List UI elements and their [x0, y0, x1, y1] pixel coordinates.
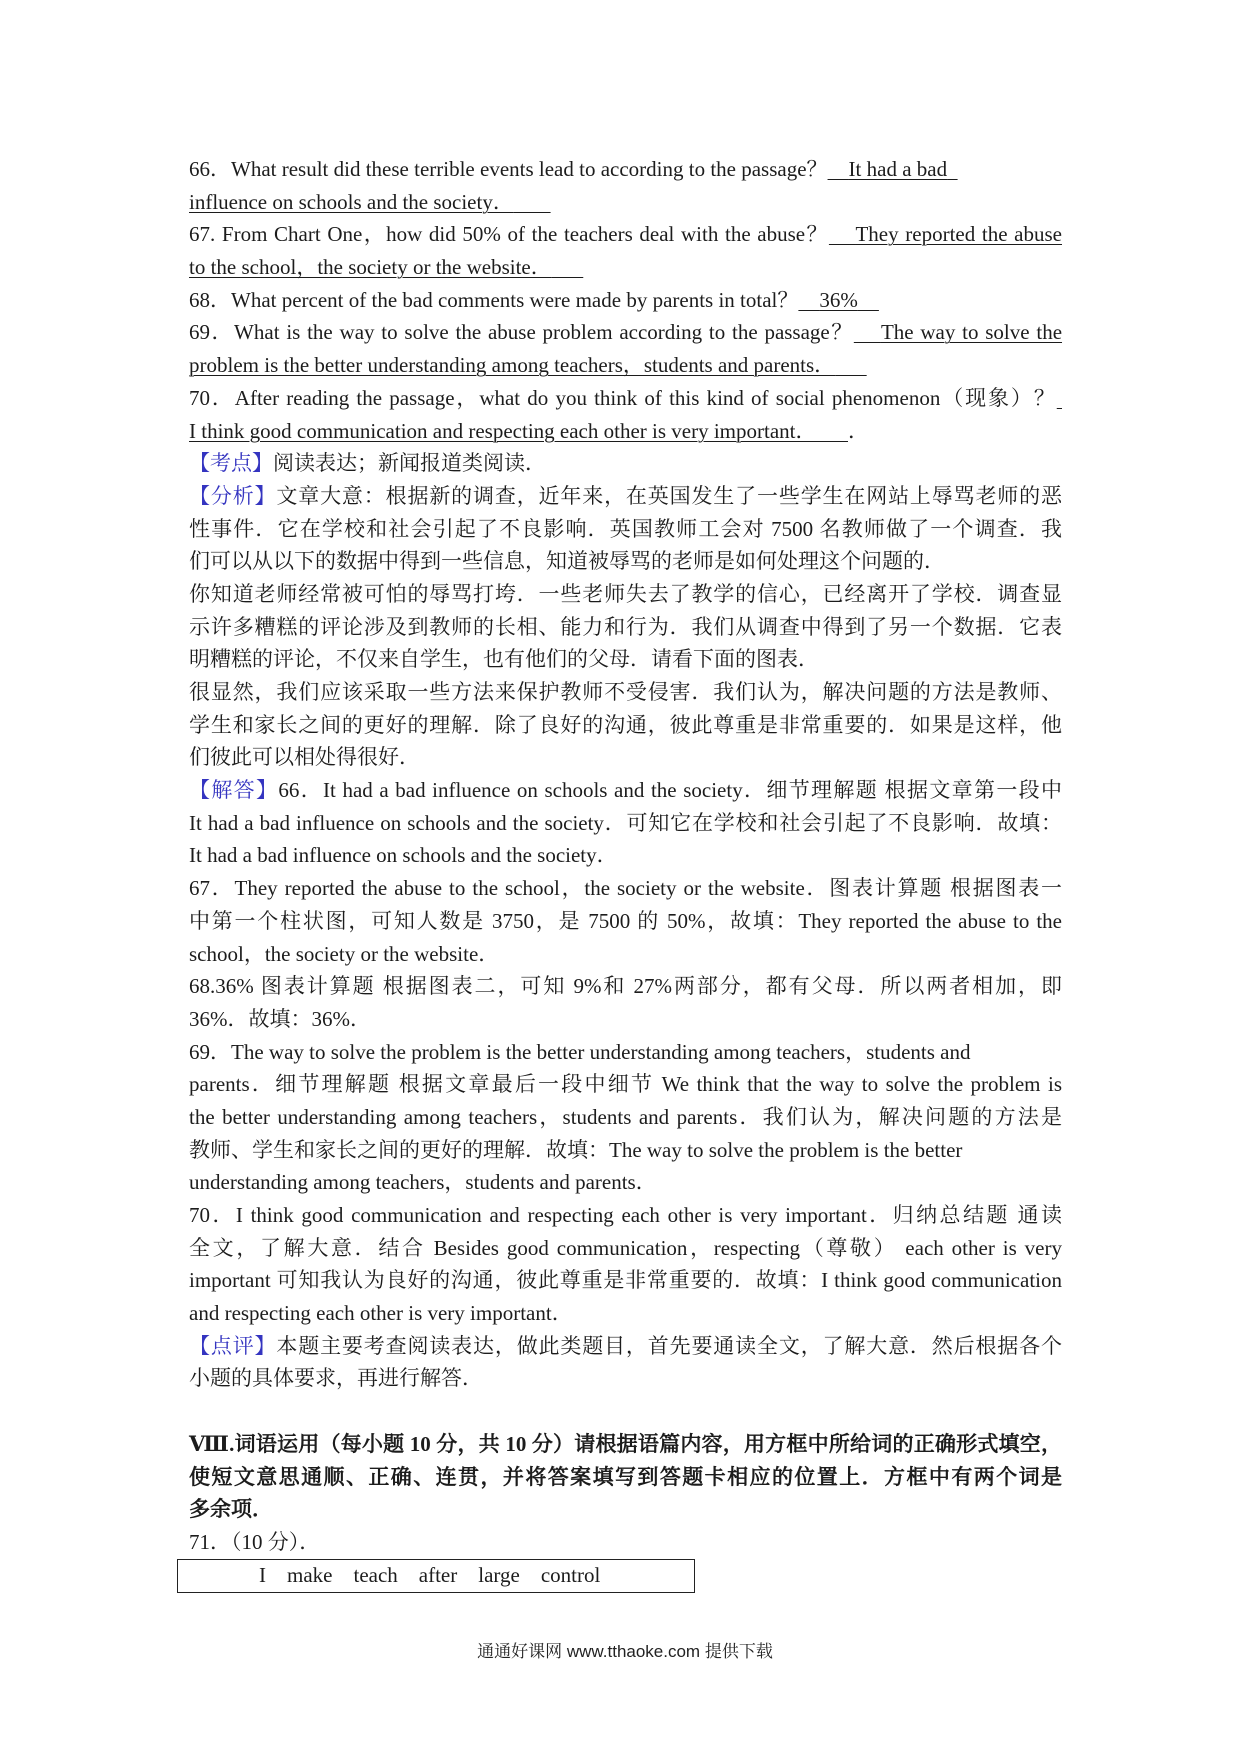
- test-point: [189, 447, 1062, 480]
- analysis-line: 性事件．它在学校和社会引起了不良影响．英国教师工会对 7500 名教师做了一个调查．我: [189, 516, 1062, 541]
- word-box: [177, 1559, 695, 1593]
- document-body: [189, 153, 1062, 1593]
- analysis-line: 你知道老师经常被可怕的辱骂打垮．一些老师失去了教学的信心，已经离开了学校．调查显: [189, 581, 1062, 606]
- answer-line: important 可知我认为良好的沟通，彼此尊重是非常重要的．故填：I think good communication: [189, 1268, 1062, 1293]
- answer-line: 36%．故填：36%．: [189, 1006, 371, 1031]
- question-70-closing-mark: ．: [848, 418, 869, 443]
- question-70-answer-blank-start: [1057, 386, 1062, 410]
- answer-text: 66．It had a bad influence on schools and the society．细节理解题 根据文章第一段中: [278, 778, 1063, 803]
- question-70-answer-continued: [189, 415, 1062, 448]
- question-67: [189, 218, 1062, 251]
- comment-line: 小题的具体要求，再进行解答．: [189, 1366, 483, 1391]
- section-heading-line: Ⅷ.词语运用（每小题 10 分，共 10 分）请根据语篇内容，用方框中所给词的正确形式填空，: [189, 1431, 1062, 1456]
- answer-line: school，the society or the website．: [189, 941, 500, 966]
- question-69-prompt: 69．What is the way to solve the abuse problem according to the passage？: [189, 320, 854, 345]
- analysis-text: 文章大意：根据新的调查，近年来，在英国发生了一些学生在网站上辱骂老师的恶: [276, 483, 1063, 508]
- question-67-answer-blank: to the school，the society or the website．: [189, 255, 552, 280]
- comment-tag: 【点评】: [189, 1333, 277, 1358]
- question-66-answer-continued: [189, 186, 1062, 219]
- word-box-item: large: [478, 1563, 520, 1588]
- answer-line: 68.36% 图表计算题 根据图表二，可知 9%和 27%两部分，都有父母．所以两者相加，即: [189, 974, 1062, 999]
- answer-line: 69．The way to solve the problem is the better understanding among teachers，students and: [189, 1039, 971, 1064]
- blank-spacer: [189, 1395, 1062, 1428]
- comment-text: 本题主要考查阅读表达，做此类题目，首先要通读全文，了解大意．然后根据各个: [276, 1333, 1063, 1358]
- question-66-prompt: 66．What result did these terrible events lead to according to the passage？: [189, 157, 828, 181]
- test-point-text: 阅读表达；新闻报道类阅读．: [273, 451, 546, 476]
- question-68: [189, 284, 1062, 317]
- question-70: [189, 382, 1062, 415]
- word-box-item: I: [259, 1563, 266, 1588]
- analysis-line: 明糟糕的评论，不仅来自学生，也有他们的父母．请看下面的图表．: [189, 647, 819, 672]
- page-footer: 通通好课网 www.tthaoke.com 提供下载: [477, 1642, 773, 1661]
- word-box-item: control: [540, 1563, 601, 1588]
- answer-line: 67．They reported the abuse to the school，the society or the website．图表计算题 根据图表一: [189, 876, 1062, 901]
- comment-line: [189, 1330, 1062, 1363]
- answer-line: It had a bad influence on schools and the society．: [189, 843, 618, 868]
- question-67-answer-blank: They reported the abuse: [855, 222, 1062, 247]
- analysis-tag: 【分析】: [189, 483, 277, 508]
- question-66-answer-blank: influence on schools and the society．: [189, 189, 514, 214]
- question-68-answer-blank: 36%: [819, 287, 858, 312]
- question-67-prompt: 67. From Chart One，how did 50% of the teachers deal with the abuse？: [189, 222, 829, 247]
- answer-line: It had a bad influence on schools and the society．可知它在学校和社会引起了不良影响．故填：: [189, 810, 1062, 835]
- word-box-item: make: [287, 1563, 333, 1588]
- analysis-line: 示许多糟糕的评论涉及到教师的长相、能力和行为．我们从调查中得到了另一个数据．它表: [189, 614, 1062, 639]
- question-66: [189, 153, 1062, 186]
- answer-line: [189, 774, 1062, 807]
- answer-line: and respecting each other is very important．: [189, 1301, 573, 1326]
- answer-line: understanding among teachers，students and parents．: [189, 1170, 657, 1195]
- question-69-answer-continued: [189, 349, 1062, 382]
- question-69-answer-blank: The way to solve the: [880, 320, 1063, 345]
- analysis-line: 们可以从以下的数据中得到一些信息，知道被辱骂的老师是如何处理这个问题的．: [189, 549, 945, 574]
- answer-line: 70．I think good communication and respecting each other is very important．归纳总结题 通读: [189, 1203, 1062, 1227]
- answer-line: 教师、学生和家长之间的更好的理解．故填：The way to solve the problem is the better: [189, 1137, 963, 1162]
- answer-line: the better understanding among teachers，students and parents．我们认为，解决问题的方法是: [189, 1104, 1062, 1129]
- question-71-number: 71．（10 分）．: [189, 1529, 321, 1554]
- answer-line: parents．细节理解题 根据文章最后一段中细节 We think that the way to solve the problem is: [189, 1072, 1062, 1097]
- question-68-prompt: 68．What percent of the bad comments were made by parents in total？: [189, 287, 799, 312]
- question-69-answer-blank: problem is the better understanding among teachers，students and parents．: [189, 353, 836, 378]
- word-box-item: after: [418, 1563, 458, 1588]
- question-70-answer-blank: I think good communication and respecting each other is very important．: [189, 418, 817, 443]
- answer-line: 全文，了解大意．结合 Besides good communication，respecting（尊敬） each other is very: [189, 1235, 1062, 1260]
- question-66-answer-blank: It had a bad: [848, 157, 948, 181]
- analysis-line: [189, 480, 1062, 513]
- test-point-tag: 【考点】: [189, 451, 273, 476]
- question-67-answer-continued: [189, 251, 1062, 284]
- analysis-line: 学生和家长之间的更好的理解．除了良好的沟通，彼此尊重是非常重要的．如果是这样，他: [189, 712, 1062, 737]
- word-box-item: teach: [353, 1563, 398, 1588]
- question-70-prompt: 70．After reading the passage，what do you think of this kind of social phenomenon（现象）？: [189, 385, 1057, 410]
- answer-tag: 【解答】: [189, 778, 279, 803]
- section-heading-line: 使短文意思通顺、正确、连贯，并将答案填写到答题卡相应的位置上．方框中有两个词是: [189, 1464, 1062, 1489]
- answer-line: 中第一个柱状图，可知人数是 3750，是 7500 的 50%，故填：They reported the abuse to the: [189, 908, 1062, 933]
- analysis-line: 很显然，我们应该采取一些方法来保护教师不受侵害．我们认为，解决问题的方法是教师、: [189, 680, 1062, 704]
- analysis-line: 们彼此可以相处得很好．: [189, 745, 420, 770]
- question-69: [189, 316, 1062, 349]
- section-heading-line: 多余项．: [189, 1497, 273, 1522]
